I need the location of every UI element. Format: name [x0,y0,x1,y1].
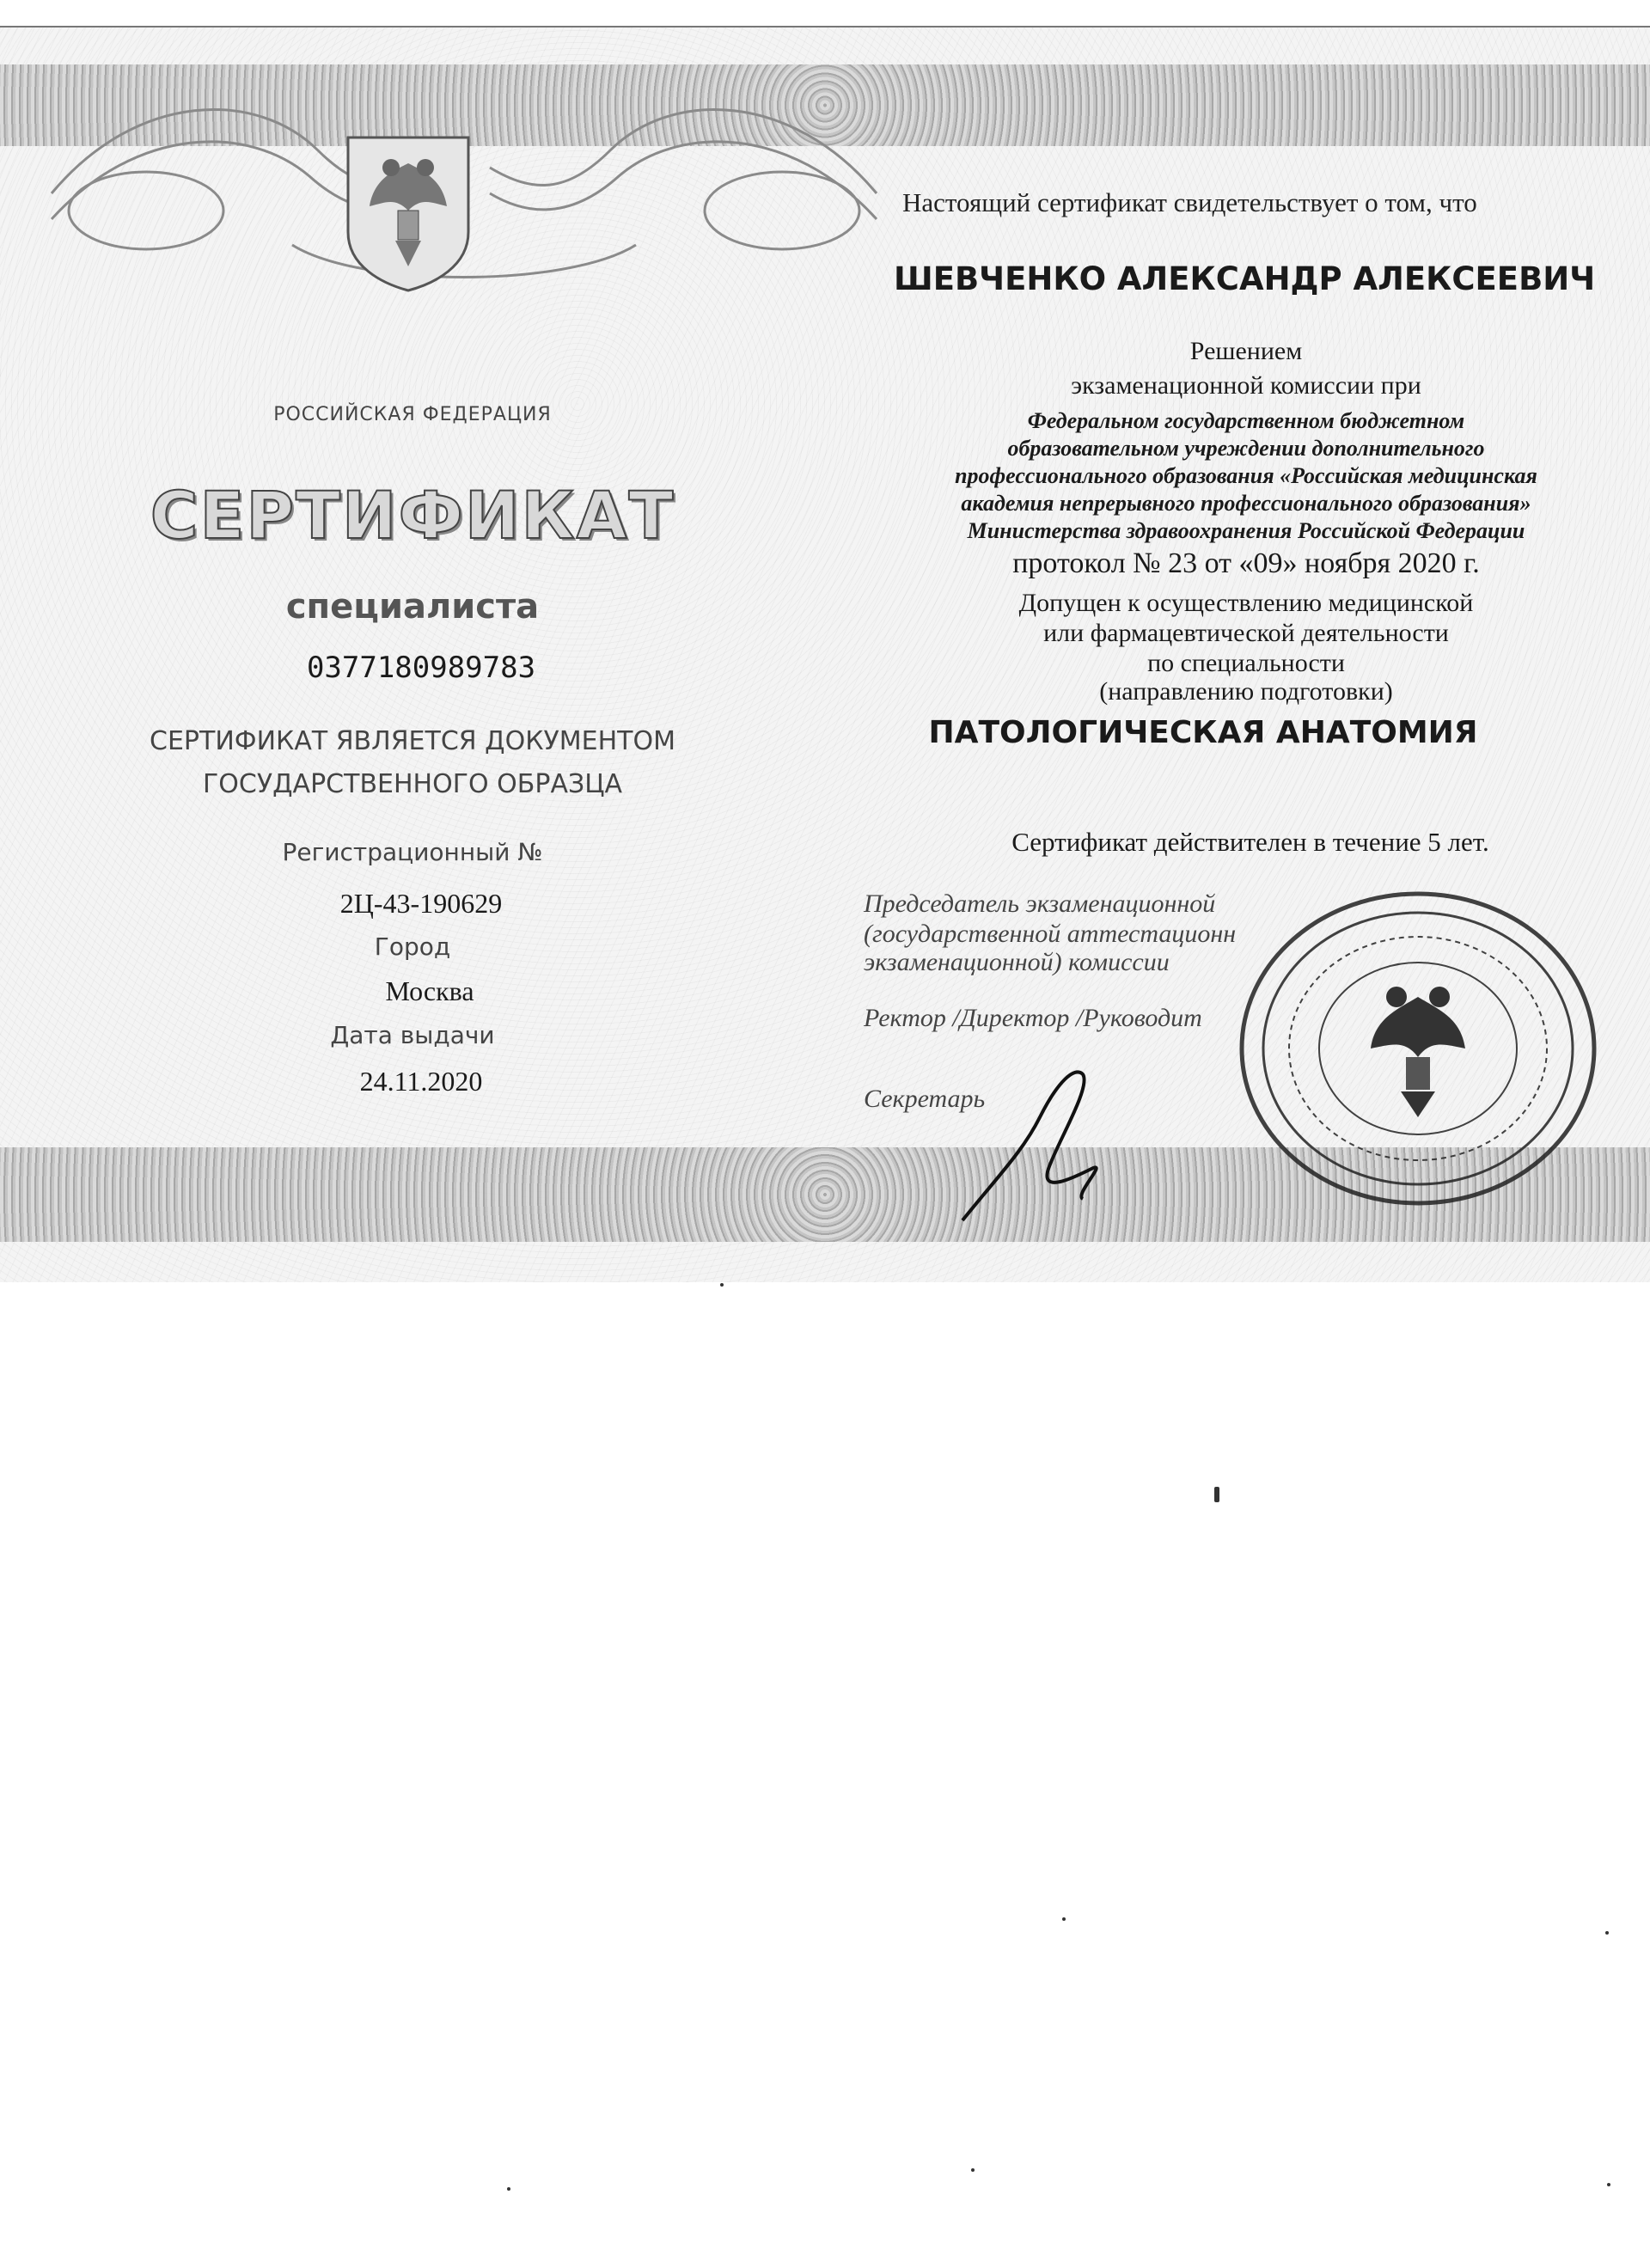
scan-speck [1214,1487,1219,1502]
scan-speck [1607,2183,1610,2186]
validity-note: Сертификат действителен в течение 5 лет. [1011,827,1489,857]
state-doc-line-2: ГОСУДАРСТВЕННОГО ОБРАЗЦА [202,769,623,799]
specialty: ПАТОЛОГИЧЕСКАЯ АНАТОМИЯ [928,715,1478,750]
round-seal-stamp [1220,877,1616,1220]
chairman-line-1: Председатель экзаменационной [864,889,1216,918]
date-value: 24.11.2020 [359,1066,483,1097]
coat-of-arms-emblem [322,129,494,292]
chairman-line-3: экзаменационной) комиссии [864,948,1170,976]
institution-line-2: образовательном учреждении дополнительного [1007,436,1485,461]
protocol-line: протокол № 23 от «09» ноября 2020 г. [1012,547,1480,579]
rector-label: Ректор /Директор /Руководит [864,1004,1202,1032]
handwritten-signature [945,1048,1134,1229]
admission-line-1: Допущен к осуществлению медицинской [1018,589,1474,617]
city-value: Москва [385,975,474,1006]
city-label: Город [374,932,451,961]
admission-line-2: или фармацевтической деятельности [1043,619,1449,647]
institution-line-4: академия непрерывного профессионального образования» [961,491,1531,516]
decision-line1: Решением [1189,337,1303,365]
decision-line2: экзаменационной комиссии при [1071,371,1421,400]
state-doc-line-1: СЕРТИФИКАТ ЯВЛЯЕТСЯ ДОКУМЕНТОМ [150,726,675,756]
scan-speck [720,1283,724,1287]
secretary-label: Секретарь [864,1085,986,1113]
reg-number: 2Ц-43-190629 [339,888,503,919]
certificate-subtitle: специалиста [285,587,540,627]
admission-line-4: (направлению подготовки) [1099,677,1393,706]
holder-name: ШЕВЧЕНКО АЛЕКСАНДР АЛЕКСЕЕВИЧ [894,260,1596,297]
scan-speck [1605,1931,1609,1935]
country-label: РОССИЙСКАЯ ФЕДЕРАЦИЯ [273,404,552,425]
institution-line-3: профессионального образования «Российская медицинская [955,463,1537,488]
institution-line-1: Федеральном государственном бюджетном [1027,408,1465,433]
reg-label: Регистрационный № [282,838,543,866]
scan-speck [971,2168,975,2172]
certificate-title: СЕРТИФИКАТ [150,477,675,553]
header-statement: Настоящий сертификат свидетельствует о том, что [902,187,1477,217]
scan-speck [507,2187,510,2191]
date-label: Дата выдачи [330,1021,495,1049]
scan-speck [1062,1917,1066,1921]
serial-number: 0377180989783 [306,651,536,685]
admission-line-3: по специальности [1147,649,1345,677]
chairman-line-2: (государственной аттестационн [864,920,1237,948]
institution-line-5: Министерства здравоохранения Российской Федерации [967,518,1525,543]
